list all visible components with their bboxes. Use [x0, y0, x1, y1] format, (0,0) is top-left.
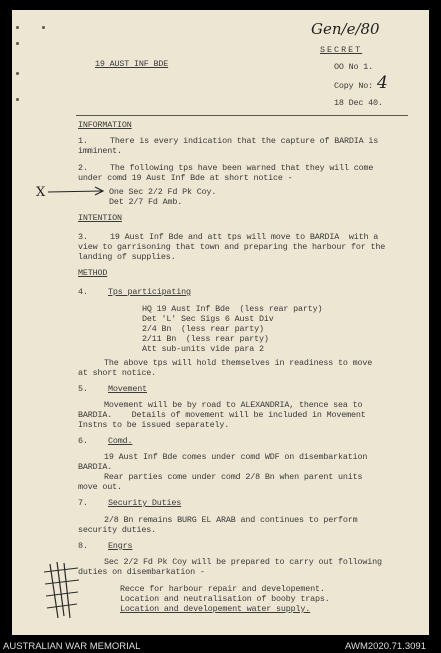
copy-label: Copy No:	[334, 81, 374, 91]
para-6-line: move out.	[78, 482, 122, 492]
engr-duty-item: Location and developement water supply.	[120, 604, 311, 614]
para-3-line: 19 Aust Inf Bde and att tps will move to BARDIA with a	[110, 232, 379, 242]
document-page	[12, 10, 429, 635]
para-8-line: duties on disembarkation -	[78, 567, 205, 577]
warned-unit-item: One Sec 2/2 Fd Pk Coy.	[109, 187, 217, 197]
para-5-line: Instns to be issued separately.	[78, 420, 230, 430]
para-7-line: 2/8 Bn remains BURG EL ARAB and continues to perform	[104, 515, 358, 525]
para-6-line: 19 Aust Inf Bde comes under comd WDF on disembarkation	[104, 452, 368, 462]
para-8-line: Sec 2/2 Fd Pk Coy will be prepared to carry out following	[104, 557, 382, 567]
para-number: 7.	[78, 498, 88, 508]
para-6-heading: Comd.	[108, 436, 133, 446]
punch-hole	[16, 26, 19, 29]
para-2-line: under comd 19 Aust Inf Bde at short notice -	[78, 173, 293, 183]
para-5-line: Movement will be by road to ALEXANDRIA, thence sea to	[104, 400, 363, 410]
engr-duty-item: Location and neutralisation of booby traps.	[120, 594, 330, 604]
para-6-line: Rear parties come under comd 2/8 Bn when parent units	[104, 472, 363, 482]
punch-hole	[42, 26, 45, 29]
intention-heading: INTENTION	[78, 213, 122, 223]
punch-hole	[16, 72, 19, 75]
warned-unit-item: Det 2/7 Fd Amb.	[109, 197, 183, 207]
tps-item: Att sub-units vide para 2	[142, 344, 264, 354]
footer-left: AUSTRALIAN WAR MEMORIAL	[3, 641, 141, 652]
tps-item: HQ 19 Aust Inf Bde (less rear party)	[142, 304, 323, 314]
punch-hole	[16, 42, 19, 45]
date: 18 Dec 40.	[334, 98, 383, 108]
para-2-line: The following tps have been warned that they will come	[110, 163, 374, 173]
footer-right: AWM2020.71.3091	[345, 641, 426, 652]
para-4-line: The above tps will hold themselves in readiness to move	[104, 358, 373, 368]
para-3-line: landing of supplies.	[78, 252, 176, 262]
file-reference: Gen/e/80	[311, 20, 380, 38]
para-1-line: There is every indication that the capture of BARDIA is	[110, 136, 379, 146]
secret-label: SECRET	[320, 45, 363, 55]
para-number: 4.	[78, 287, 88, 297]
engr-duty-item: Recce for harbour repair and developement.	[120, 584, 325, 594]
para-number: 3.	[78, 232, 88, 242]
para-number: 2.	[78, 163, 88, 173]
para-number: 8.	[78, 541, 88, 551]
hatch-mark-icon	[42, 558, 82, 622]
method-heading: METHOD	[78, 268, 108, 278]
para-number: 6.	[78, 436, 88, 446]
para-7-heading: Security Duties	[108, 498, 182, 508]
para-7-line: security duties.	[78, 525, 157, 535]
para-4-heading: Tps participating	[108, 287, 191, 297]
information-heading: INFORMATION	[78, 120, 132, 130]
para-3-line: view to garrisoning that town and preparing the harbour for the	[78, 242, 386, 252]
para-8-heading: Engrs	[108, 541, 133, 551]
copy-number: 4	[377, 73, 388, 93]
arrow-icon	[48, 186, 108, 198]
para-number: 5.	[78, 384, 88, 394]
para-number: 1.	[78, 136, 88, 146]
para-4-line: at short notice.	[78, 368, 157, 378]
tps-item: Det 'L' Sec Sigs 6 Aust Div	[142, 314, 274, 324]
header-rule	[76, 115, 408, 116]
punch-hole	[16, 98, 19, 101]
unit-heading: 19 AUST INF BDE	[95, 59, 169, 69]
para-6-line: BARDIA.	[78, 462, 113, 472]
tps-item: 2/11 Bn (less rear party)	[142, 334, 269, 344]
para-5-heading: Movement	[108, 384, 148, 394]
para-1-line: imminent.	[78, 146, 122, 156]
tps-item: 2/4 Bn (less rear party)	[142, 324, 264, 334]
para-5-line: BARDIA. Details of movement will be included in Movement	[78, 410, 366, 420]
x-mark: X	[36, 185, 46, 200]
order-number: OO No 1.	[334, 62, 374, 72]
